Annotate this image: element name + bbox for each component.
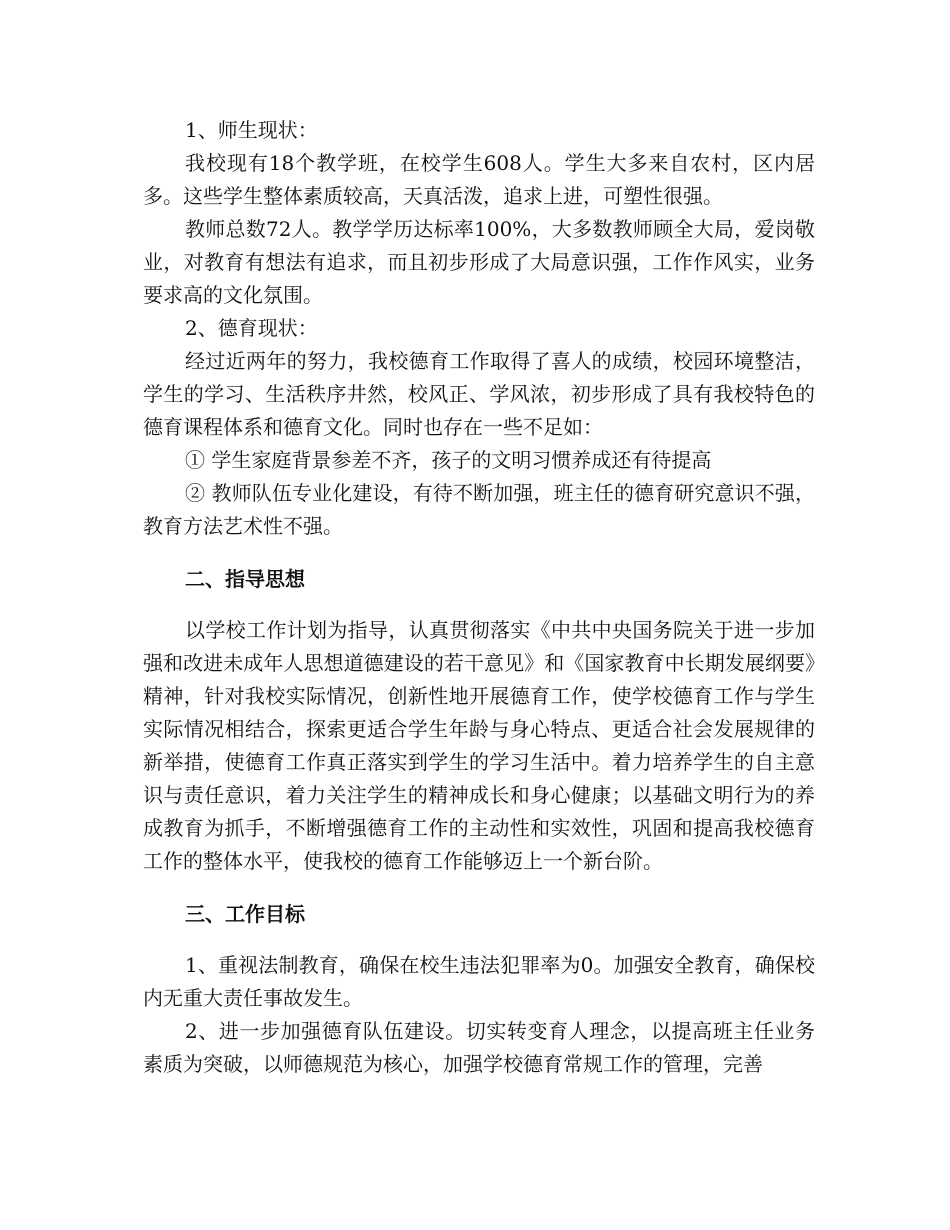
document-page: [143, 114, 815, 1081]
subheading-teacher-student-status: 1、师生现状：: [185, 118, 318, 142]
paragraph-shortcoming-2: ② 教师队伍专业化建设，有待不断加强，班主任的德育研究意识不强，教育方法艺术性不强。: [143, 481, 815, 538]
section-heading-guiding-ideology: 二、指导思想: [185, 567, 305, 591]
paragraph-student-overview: 我校现有18个教学班，在校学生608人。学生大多来自农村，区内居多。这些学生整体素质较高，天真活泼，追求上进，可塑性很强。: [143, 151, 815, 208]
spacer: [143, 543, 815, 563]
spacer: [143, 878, 815, 898]
paragraph-shortcoming-1: ① 学生家庭背景参差不齐，孩子的文明习惯养成还有待提高: [185, 448, 712, 472]
subheading-moral-education-status: 2、德育现状：: [185, 316, 318, 340]
spacer: [143, 931, 815, 949]
paragraph-guiding-ideology: 以学校工作计划为指导，认真贯彻落实《中共中央国务院关于进一步加强和改进未成年人思想道德建设的若干意见》和《国家教育中长期发展纲要》精神，针对我校实际情况，创新性地开展德育工作，使学校德育工作与学生实际情况相结合，探索更适合学生年龄与身心特点、更适合社会发展规律的新举措，使德育工作真正落实到学生的学习生活中。着力培养学生的自主意识与责任意识，着力关注学生的精神成长和身心健康；以基础文明行为的养成教育为抓手，不断增强德育工作的主动性和实效性，巩固和提高我校德育工作的整体水平，使我校的德育工作能够迈上一个新台阶。: [143, 618, 815, 873]
paragraph-moral-education-achievements: 经过近两年的努力，我校德育工作取得了喜人的成绩，校园环境整洁，学生的学习、生活秩序井然，校风正、学风浓，初步形成了具有我校特色的德育课程体系和德育文化。同时也存在一些不足如：: [143, 349, 815, 439]
section-heading-work-goals: 三、工作目标: [185, 902, 305, 926]
paragraph-teacher-overview: 教师总数72人。教学学历达标率100%，大多数教师顾全大局，爱岗敬业，对教育有想法有追求，而且初步形成了大局意识强，工作作风实，业务要求高的文化氛围。: [143, 217, 815, 307]
paragraph-goal-2: 2、进一步加强德育队伍建设。切实转变育人理念，以提高班主任业务素质为突破，以师德规范为核心，加强学校德育常规工作的管理，完善: [143, 1019, 815, 1076]
spacer: [143, 596, 815, 614]
paragraph-goal-1: 1、重视法制教育，确保在校生违法犯罪率为0。加强安全教育，确保校内无重大责任事故发生。: [143, 953, 815, 1010]
